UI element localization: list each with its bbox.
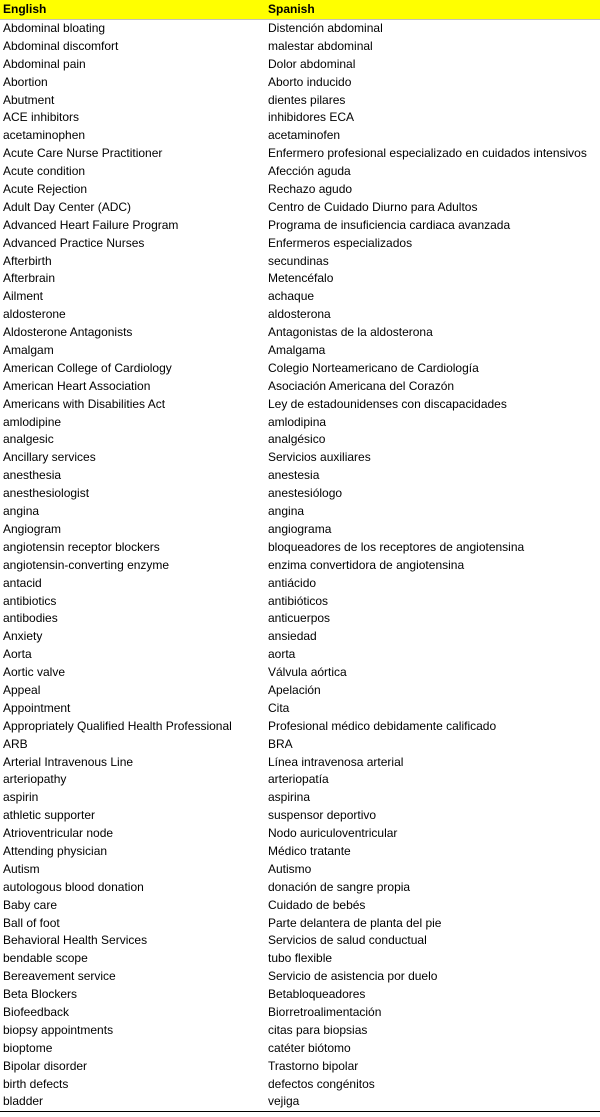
spanish-term: anestesia [268, 468, 320, 483]
table-row [0, 646, 600, 664]
table-row [0, 754, 600, 772]
spanish-term: ansiedad [268, 629, 317, 644]
table-row [0, 217, 600, 235]
spanish-term: Servicios auxiliares [268, 450, 371, 465]
table-row [0, 968, 600, 986]
english-term: Ball of foot [3, 915, 60, 930]
spanish-term: enzima convertidora de angiotensina [268, 557, 465, 572]
table-row [0, 789, 600, 807]
table-row [0, 163, 600, 181]
english-term: Appeal [3, 682, 41, 697]
table-row [0, 593, 600, 611]
english-term: Aorta [3, 647, 32, 662]
table-row [0, 127, 600, 145]
spanish-term: Parte delantera de planta del pie [268, 915, 442, 930]
english-term: Aortic valve [3, 665, 66, 680]
spanish-term: Servicio de asistencia por duelo [268, 969, 438, 984]
english-term: Baby care [3, 897, 58, 912]
spanish-term: angiograma [268, 521, 332, 536]
english-term: Behavioral Health Services [3, 933, 148, 948]
spanish-term: Apelación [268, 682, 321, 697]
table-row [0, 181, 600, 199]
spanish-term: Ley de estadounidenses con discapacidades [268, 396, 507, 411]
spanish-term: aspirina [268, 790, 311, 805]
table-row [0, 771, 600, 789]
table-row [0, 503, 600, 521]
spanish-term: Centro de Cuidado Diurno para Adultos [268, 199, 478, 214]
table-row [0, 557, 600, 575]
spanish-term: arteriopatía [268, 772, 329, 787]
spanish-term: aldosterona [268, 307, 331, 322]
spanish-term: Cuidado de bebés [268, 897, 366, 912]
english-term: Ailment [3, 289, 44, 304]
table-header [0, 0, 600, 20]
english-term: American Heart Association [3, 378, 151, 393]
english-term: Abutment [3, 92, 55, 107]
table-row [0, 843, 600, 861]
english-term: analgesic [3, 432, 54, 447]
table-row [0, 324, 600, 342]
spanish-term: acetaminofen [268, 128, 341, 143]
english-term: Atrioventricular node [3, 826, 114, 841]
spanish-term: Profesional médico debidamente calificado [268, 718, 497, 733]
english-term: bladder [3, 1094, 44, 1109]
english-term: Beta Blockers [3, 987, 78, 1002]
spanish-term: Enfermeros especializados [268, 235, 413, 250]
spanish-term: Programa de insuficiencia cardiaca avanzada [268, 217, 511, 232]
spanish-term: Biorretroalimentación [268, 1004, 382, 1019]
english-term: aspirin [3, 790, 39, 805]
table-row [0, 1022, 600, 1040]
spanish-term: Rechazo agudo [268, 182, 353, 197]
english-term: angiotensin receptor blockers [3, 539, 160, 554]
table-row [0, 575, 600, 593]
table-row [0, 253, 600, 271]
english-term: Arterial Intravenous Line [3, 754, 134, 769]
table-row [0, 879, 600, 897]
table-row [0, 950, 600, 968]
table-row [0, 700, 600, 718]
table-row [0, 736, 600, 754]
table-row [0, 825, 600, 843]
table-row [0, 56, 600, 74]
table-row [0, 270, 600, 288]
table-row [0, 1040, 600, 1058]
spanish-term: Asociación Americana del Corazón [268, 378, 455, 393]
table-row [0, 342, 600, 360]
english-term: autologous blood donation [3, 879, 144, 894]
spanish-term: bloqueadores de los receptores de angiotensina [268, 539, 525, 554]
spanish-term: Colegio Norteamericano de Cardiología [268, 360, 479, 375]
spanish-term: Dolor abdominal [268, 56, 356, 71]
table-row [0, 718, 600, 736]
spanish-term: catéter biótomo [268, 1040, 351, 1055]
table-row [0, 932, 600, 950]
english-term: Abdominal bloating [3, 21, 106, 35]
spanish-term: inhibidores ECA [268, 110, 355, 125]
english-term: Acute Rejection [3, 182, 88, 197]
spanish-term: Amalgama [268, 343, 326, 358]
column-header-spanish: Spanish [268, 2, 315, 16]
english-term: Amalgam [3, 343, 54, 358]
english-term: Afterbrain [3, 271, 56, 286]
english-term: bendable scope [3, 951, 88, 966]
spanish-term: achaque [268, 289, 315, 304]
spanish-term: Afección aguda [268, 164, 351, 179]
table-row [0, 396, 600, 414]
english-term: Biofeedback [3, 1004, 70, 1019]
spanish-term: BRA [268, 736, 293, 751]
english-term: antacid [3, 575, 42, 590]
spanish-term: anestesiólogo [268, 486, 343, 501]
spanish-term: Nodo auriculoventricular [268, 826, 398, 841]
english-term: Anxiety [3, 629, 43, 644]
english-term: antibiotics [3, 593, 57, 608]
english-term: American College of Cardiology [3, 360, 172, 375]
english-term: amlodipine [3, 414, 62, 429]
english-term: birth defects [3, 1076, 69, 1091]
table-row [0, 1076, 600, 1094]
table-row [0, 1004, 600, 1022]
english-term: Attending physician [3, 843, 108, 858]
spanish-term: analgésico [268, 432, 326, 447]
spanish-term: Trastorno bipolar [268, 1058, 359, 1073]
table-row [0, 288, 600, 306]
spanish-term: Enfermero profesional especializado en cuidados intensivos [268, 146, 587, 161]
spanish-term: Cita [268, 700, 290, 715]
english-term: antibodies [3, 611, 58, 626]
spanish-term: Betabloqueadores [268, 987, 366, 1002]
table-row [0, 92, 600, 110]
table-row [0, 414, 600, 432]
table-row [0, 1058, 600, 1076]
table-row [0, 199, 600, 217]
table-row [0, 986, 600, 1004]
table-row [0, 682, 600, 700]
english-term: Bipolar disorder [3, 1058, 88, 1073]
table-row [0, 109, 600, 127]
spanish-term: donación de sangre propia [268, 879, 411, 894]
english-term: arteriopathy [3, 772, 67, 787]
english-term: Abdominal discomfort [3, 38, 119, 53]
table-row [0, 539, 600, 557]
table-row [0, 610, 600, 628]
table-row [0, 861, 600, 879]
table-row [0, 306, 600, 324]
table-row [0, 20, 600, 38]
spanish-term: Antagonistas de la aldosterona [268, 325, 433, 340]
table-row [0, 467, 600, 485]
english-term: Abdominal pain [3, 56, 86, 71]
spanish-term: tubo flexible [268, 951, 333, 966]
table-row [0, 38, 600, 56]
english-term: angina [3, 504, 40, 519]
english-term: anesthesiologist [3, 486, 90, 501]
table-row [0, 807, 600, 825]
table-row [0, 485, 600, 503]
english-term: Adult Day Center (ADC) [3, 199, 132, 214]
english-term: Bereavement service [3, 969, 116, 984]
spanish-term: angina [268, 504, 305, 519]
spanish-term: Línea intravenosa arterial [268, 754, 404, 769]
spanish-term: Autismo [268, 861, 312, 876]
spanish-term: Aborto inducido [268, 74, 352, 89]
spanish-term: anticuerpos [268, 611, 331, 626]
table-row [0, 360, 600, 378]
column-header-english: English [3, 2, 47, 16]
table-row [0, 915, 600, 933]
spanish-term: antibióticos [268, 593, 329, 608]
english-term: bioptome [3, 1040, 53, 1055]
english-term: Advanced Heart Failure Program [3, 217, 179, 232]
spanish-term: aorta [268, 647, 296, 662]
english-term: Americans with Disabilities Act [3, 396, 166, 411]
english-term: Appropriately Qualified Health Professional [3, 718, 232, 733]
english-term: Abortion [3, 74, 48, 89]
table-row [0, 378, 600, 396]
english-term: ARB [3, 736, 28, 751]
english-term: Autism [3, 861, 40, 876]
table-bottom-border [0, 1111, 600, 1112]
english-term: acetaminophen [3, 128, 86, 143]
english-term: Appointment [3, 700, 71, 715]
spanish-term: antiácido [268, 575, 317, 590]
english-term: aldosterone [3, 307, 66, 322]
spanish-term: suspensor deportivo [268, 808, 377, 823]
english-term: Advanced Practice Nurses [3, 235, 145, 250]
spanish-term: dientes pilares [268, 92, 346, 107]
english-term: anesthesia [3, 468, 62, 483]
table-body [0, 20, 600, 1111]
english-term: Ancillary services [3, 450, 96, 465]
english-term: athletic supporter [3, 808, 96, 823]
spanish-term: Servicios de salud conductual [268, 933, 427, 948]
table-row [0, 664, 600, 682]
table-row [0, 235, 600, 253]
spanish-term: Distención abdominal [268, 21, 383, 35]
table-row [0, 897, 600, 915]
table-row [0, 1093, 600, 1111]
spanish-term: defectos congénitos [268, 1076, 375, 1091]
table-row [0, 74, 600, 92]
spanish-term: amlodipina [268, 414, 327, 429]
english-term: Aldosterone Antagonists [3, 325, 133, 340]
english-term: Afterbirth [3, 253, 52, 268]
spanish-term: citas para biopsias [268, 1022, 368, 1037]
table-row [0, 521, 600, 539]
spanish-term: Metencéfalo [268, 271, 334, 286]
english-term: biopsy appointments [3, 1022, 114, 1037]
english-term: angiotensin-converting enzyme [3, 557, 170, 572]
english-term: Acute condition [3, 164, 86, 179]
english-term: Acute Care Nurse Practitioner [3, 146, 163, 161]
english-term: ACE inhibitors [3, 110, 80, 125]
table-row [0, 431, 600, 449]
table-row [0, 628, 600, 646]
table-row [0, 145, 600, 163]
spanish-term: malestar abdominal [268, 38, 373, 53]
english-term: Angiogram [3, 521, 62, 536]
table-row [0, 449, 600, 467]
spanish-term: vejiga [268, 1094, 300, 1109]
spanish-term: Médico tratante [268, 843, 351, 858]
spanish-term: Válvula aórtica [268, 665, 347, 680]
spanish-term: secundinas [268, 253, 329, 268]
